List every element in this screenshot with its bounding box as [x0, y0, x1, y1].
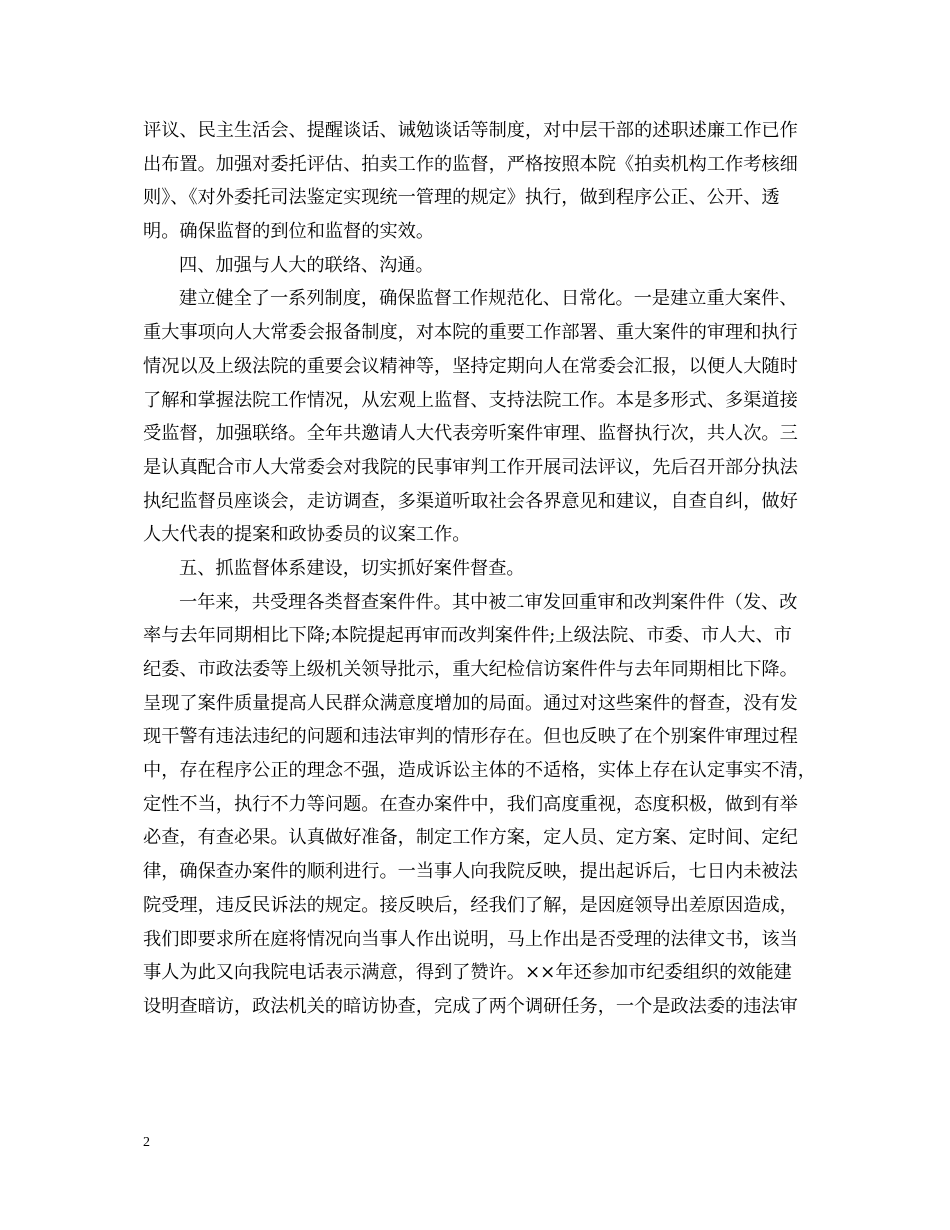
- text-line: 则》、《对外委托司法鉴定实现统一管理的规定》执行，做到程序公正、公开、透: [143, 187, 780, 209]
- text-line: 情况以及上级法院的重要会议精神等，坚持定期向人在常委会汇报，以便人大随时: [143, 355, 798, 377]
- text-line: 四、加强与人大的联络、沟通。: [179, 254, 434, 276]
- text-line: 我们即要求所在庭将情况向当事人作出说明，马上作出是否受理的法律文书，该当: [143, 928, 798, 950]
- text-line: 设明查暗访，政法机关的暗访协查，完成了两个调研任务，一个是政法委的违法审: [143, 995, 798, 1017]
- text-line: 五、抓监督体系建设，切实抓好案件督查。: [179, 557, 525, 579]
- text-line: 受监督，加强联络。全年共邀请人大代表旁听案件审理、监督执行次，共人次。三: [143, 423, 798, 445]
- text-line: 重大事项向人大常委会报备制度，对本院的重要工作部署、重大案件的审理和执行: [143, 322, 798, 344]
- text-line: 现干警有违法违纪的问题和违法审判的情形存在。但也反映了在个别案件审理过程: [143, 726, 798, 748]
- text-line: 律，确保查办案件的顺利进行。一当事人向我院反映，提出起诉后，七日内未被法: [143, 861, 798, 883]
- page-number: 2: [143, 1135, 150, 1150]
- text-line: 事人为此又向我院电话表示满意，得到了赞许。××年还参加市纪委组织的效能建: [143, 962, 792, 984]
- text-line: 一年来，共受理各类督查案件件。其中被二审发回重审和改判案件件（发、改: [179, 591, 798, 613]
- text-line: 执纪监督员座谈会，走访调查，多渠道听取社会各界意见和建议，自查自纠，做好: [143, 490, 798, 512]
- text-line: 中，存在程序公正的理念不强，造成诉讼主体的不适格，实体上存在认定事实不清，: [143, 760, 816, 782]
- text-line: 率与去年同期相比下降;本院提起再审而改判案件件;上级法院、市委、市人大、市: [143, 625, 792, 647]
- text-line: 纪委、市政法委等上级机关领导批示，重大纪检信访案件件与去年同期相比下降。: [143, 659, 798, 680]
- text-line: 明。确保监督的到位和监督的实效。: [143, 221, 435, 243]
- text-line: 呈现了案件质量提高人民群众满意度增加的局面。通过对这些案件的督查，没有发: [143, 692, 798, 714]
- document-body: [143, 114, 833, 1024]
- text-line: 出布置。加强对委托评估、拍卖工作的监督，严格按照本院《拍卖机构工作考核细: [143, 153, 798, 175]
- text-line: 评议、民主生活会、提醒谈话、诫勉谈话等制度，对中层干部的述职述廉工作已作: [143, 120, 798, 141]
- text-line: 必查，有查必果。认真做好准备，制定工作方案，定人员、定方案、定时间、定纪: [143, 827, 798, 849]
- text-line: 是认真配合市人大常委会对我院的民事审判工作开展司法评议，先后召开部分执法: [143, 456, 798, 478]
- text-line: 定性不当，执行不力等问题。在查办案件中，我们高度重视，态度积极，做到有举: [143, 793, 798, 815]
- text-line: 人大代表的提案和政协委员的议案工作。: [143, 524, 471, 546]
- text-line: 院受理，违反民诉法的规定。接反映后，经我们了解，是因庭领导出差原因造成，: [143, 894, 798, 916]
- text-line: 建立健全了一系列制度，确保监督工作规范化、日常化。一是建立重大案件、: [179, 288, 798, 310]
- text-line: 了解和掌握法院工作情况，从宏观上监督、支持法院工作。本是多形式、多渠道接: [143, 389, 798, 411]
